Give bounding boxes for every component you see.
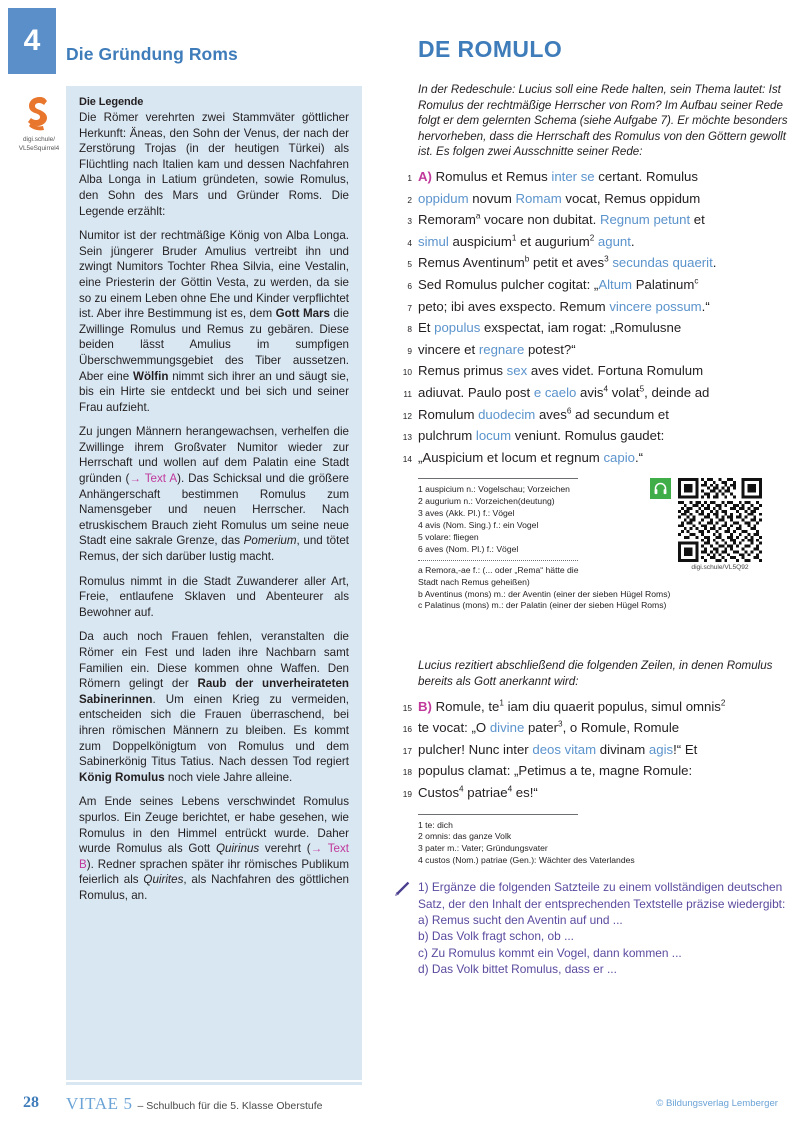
highlighted-latin: secundas quaerit [612, 255, 713, 271]
highlighted-latin: simul [418, 233, 449, 249]
latin-line-text: pulchrum locum veniunt. Romulus gaudet: [418, 428, 665, 444]
footnote-marker: 5 [639, 384, 645, 394]
latin-line [392, 718, 790, 740]
line-number: 18 [402, 767, 412, 778]
footnote-line: 3 aves (Akk. Pl.) f.: Vögel [418, 508, 515, 519]
highlighted-latin: agunt [597, 233, 631, 249]
cross-reference-link[interactable]: → Text A [129, 472, 178, 486]
footnote-marker: 2 [720, 698, 726, 708]
exercise-block [392, 879, 790, 977]
footnote-line: 3 pater m.: Vater; Gründungsvater [418, 843, 548, 854]
cross-reference-link[interactable]: → Text B [79, 842, 350, 871]
latin-line-text: populus clamat: „Petimus a te, magne Romule: [418, 763, 693, 779]
highlighted-latin: divine [489, 720, 525, 736]
latin-line-text: Et populus exspectat, iam rogat: „Romulusne [418, 320, 682, 336]
line-number: 19 [402, 788, 412, 799]
footnote-line: 1 te: dich [418, 819, 453, 830]
italic-term: Quirites [143, 873, 184, 887]
footnote-rule [418, 478, 578, 479]
latin-line [392, 232, 790, 254]
media-links[interactable] [672, 478, 768, 571]
right-column [392, 82, 790, 978]
line-number: 4 [407, 237, 412, 248]
footnote-rule-b [418, 814, 578, 815]
legend-panel [66, 86, 362, 1080]
highlighted-latin: populus [434, 320, 481, 336]
latin-line [392, 253, 790, 275]
latin-line-text: A) Romulus et Remus inter se certant. Romulus [418, 168, 698, 184]
latin-line [392, 740, 790, 762]
chapter-title: Die Gründung Roms [66, 44, 238, 64]
latin-line-text: pulcher! Nunc inter deos vitam divinam agis!“ Et [418, 741, 698, 757]
digi-schule-logo[interactable] [8, 95, 70, 153]
footnote-line: Stadt nach Remus geheißen) [418, 576, 530, 587]
footnote-line: 2 augurium n.: Vorzeichen(deutung) [418, 496, 555, 507]
footnote-marker: 4 [459, 784, 464, 794]
line-number: 12 [402, 410, 412, 421]
latin-line-text: Custos$^4$ patriae$^4$ es!“ [418, 784, 538, 800]
latin-line [392, 318, 790, 340]
latin-title: DE ROMULO [418, 36, 563, 62]
latin-line-text: simul auspicium$^1$ et augurium$^2$ agunt. [418, 233, 635, 249]
legend-heading: Die Legende [79, 96, 144, 108]
section-label: A) [418, 168, 432, 184]
exercise-intro: 1) Ergänze die folgenden Satzteile zu einem vollständigen deutschen Satz, der den Inhalt der entsprechenden Textstelle präzise wiedergibt: [418, 880, 786, 911]
latin-line-text: Sed Romulus pulcher cogitat: „Altum Palatinum$^c$ [418, 276, 699, 292]
highlighted-latin: inter se [551, 168, 595, 184]
latin-line [392, 167, 790, 189]
line-number: 6 [407, 280, 412, 291]
latin-line-text: Romulum duodecim aves$^6$ ad secundum et [418, 406, 669, 422]
line-number: 5 [407, 259, 412, 270]
legend-paragraph: Am Ende seines Lebens verschwindet Romulus spurlos. Ein Zeuge berichtet, er habe gesehen, wie Romulus in den Himmel entrückt wurde. Daher wurde Romulus als Gott Quirinus verehrt (→ Text B). Redner sprachen später ihr römisches Publikum feierlich als Quirites, als Nachfahren des göttlichen Romulus, an. [79, 795, 350, 902]
section-label: B) [418, 698, 432, 714]
highlighted-latin: regnare [478, 341, 525, 357]
footnotes-b [392, 820, 790, 868]
legend-paragraph: Zu jungen Männern herangewachsen, verhelfen die Zwillinge ihrem Großvater Numitor wieder zur Herrschaft und wollen auf dem Palatin eine Stadt gründen (→ Text A). Das Schicksal und die größere Anhängerschaft bestimmen Romulus zum Namensgeber und neuen Herrscher. Nach etruskischem Brauch zieht Romulus um seine neue Stadt eine sakrale Grenze, das Pomerium, und tötet Remus, der sich darüber lustig macht. [79, 425, 350, 564]
highlighted-latin: sex [506, 363, 528, 379]
footnote-line: b Aventinus (mons) m.: der Aventin (einer der sieben Hügel Roms) [418, 588, 671, 599]
line-number: 8 [407, 324, 412, 335]
latin-line [392, 383, 790, 405]
latin-line [392, 297, 790, 319]
legend-paragraph: Numitor ist der rechtmäßige König von Alba Longa. Sein jüngerer Bruder Amulius vertreibt ihn und zwingt Numitors Tochter Rhea Silvia, eine Vestalin, eine Priesterin der Göttin Vesta, zu werden, da sie so zu einem Leben ohne Ehe und Kinder verpflichtet ist. Aber ihre Bestimmung ist es, dem Gott Mars die Zwillinge Romulus und Remus zu gebären. Diese beiden lässt Amulius im sumpfigen Überschwemmungsgebiet des Tiber aussetzen. Aber eine Wölfin nimmt sich ihrer an und säugt sie, bis ein Hirte sie entdeckt und bei sich und seiner Frau aufzieht. [79, 229, 349, 414]
line-number: 11 [403, 388, 412, 399]
footnote-marker: 6 [566, 406, 572, 416]
exercise-item: c) Zu Romulus kommt ein Vogel, dann kommen ... [418, 945, 682, 960]
footnote-line: 4 custos (Nom.) patriae (Gen.): Wächter des Vaterlandes [418, 855, 635, 866]
footnote-marker: 3 [558, 719, 563, 729]
highlighted-latin: agis [648, 741, 674, 757]
italic-term: Pomerium [243, 534, 297, 548]
latin-line-text: oppidum novum Romam vocat, Remus oppidum [418, 190, 701, 206]
bold-term: Wölfin [133, 369, 169, 383]
latin-line-text: peto; ibi aves exspecto. Remum vincere possum.“ [418, 298, 710, 314]
footnote-line: a Remora,-ae f.: (... oder „Rema“ hätte die [418, 564, 579, 575]
latin-line-text: adiuvat. Paulo post e caelo avis$^4$ volat$^5$, deinde ad [418, 384, 710, 400]
latin-line [392, 189, 790, 211]
squirrel-icon [22, 95, 56, 133]
highlighted-latin: locum [475, 428, 512, 444]
latin-line-text: Remus Aventinum$^b$ petit et aves$^3$ secundas quaerit. [418, 254, 717, 271]
footnotes-a-alpha [392, 565, 790, 613]
latin-line-text: B) Romule, $te^1$ iam diu quaerit populus, simul omnis$^2$ [418, 698, 726, 714]
footer-divider [66, 1082, 362, 1085]
highlighted-latin: deos vitam [532, 741, 597, 757]
footnote-marker: 2 [589, 233, 595, 243]
logo-caption-line1: digi.schule/ [23, 136, 55, 143]
highlighted-latin: duodecim [478, 406, 536, 422]
latin-line [392, 448, 790, 470]
footnote-marker: 4 [507, 784, 513, 794]
exercise-item: b) Das Volk fragt schon, ob ... [418, 929, 574, 944]
intro-text-b: Lucius rezitiert abschließend die folgenden Zeilen, in denen Romulus bereits als Gott anerkannt wird: [418, 659, 773, 688]
footnote-marker: 1 [511, 233, 517, 243]
latin-line [392, 426, 790, 448]
latin-line-text: vincere et regnare potest?“ [418, 341, 576, 357]
book-title-text: VITAE 5 [66, 1094, 133, 1113]
latin-line-text: Remoram$^a$ vocare non dubitat. Regnum petunt et [418, 211, 705, 228]
legend-paragraph: Da auch noch Frauen fehlen, veranstalten die Römer ein Fest und laden ihre Nachbarn samt Familien ein. Diese kommen ohne Waffen. Den Römern gelingt der Raub der unverheirateten Sabinerinnen. Um einen Krieg zu vermeiden, entscheiden sich die Frauen überraschend, bei ihren römischen Männern zu bleiben. Es kommt zum Doppelkönigtum von Romulus und dem Sabinerkönig Titus Tatius. Nach dessen Tod regiert König Romulus noch viele Jahre alleine. [79, 630, 349, 784]
latin-text-a [392, 167, 790, 469]
exercise-items [418, 912, 790, 978]
line-number: 17 [402, 745, 412, 756]
footnote-line: 2 omnis: das ganze Volk [418, 831, 512, 842]
latin-line [392, 783, 790, 805]
footnote-dotted-rule [418, 560, 578, 561]
line-number: 9 [407, 345, 412, 356]
footnote-marker: 3 [604, 254, 609, 264]
logo-caption [8, 136, 70, 153]
line-number: 16 [402, 724, 412, 735]
intro-text-a: In der Redeschule: Lucius soll eine Rede halten, sein Thema lautet: Ist Romulus der rechtmäßige Herrscher von Rom? Im Aufbau seiner Rede folgt er dem gelernten Schema (siehe Aufgabe 7). Er möchte besonders hervorheben, dass die Herrschaft des Romulus von den Göttern gewollt ist. Es folgen zwei Ausschnitte seiner Rede: [418, 83, 788, 159]
book-title [66, 1094, 322, 1114]
footnote-marker: 4 [603, 384, 609, 394]
legend-paragraph: Die Römer verehrten zwei Stammväter göttlicher Herkunft: Äneas, den Sohn der Venus, der nach der Zerstörung Trojas (in der heutigen Türkei) als Flüchtling nach Italien kam und dessen Nachfahren Alba Longa in Latium gründeten, sowie Romulus, den Sohn des Mars und Gründer Roms. Die Legende erzählt: [79, 111, 349, 218]
latin-line [392, 761, 790, 783]
pencil-icon [394, 880, 411, 897]
chapter-number-badge: 4 [8, 8, 56, 74]
highlighted-latin: vincere possum [609, 298, 702, 314]
footnote-marker: a [475, 211, 481, 221]
line-number: 14 [402, 453, 412, 464]
latin-line [392, 340, 790, 362]
copyright-notice: © Bildungsverlag Lemberger [656, 1098, 778, 1109]
line-number: 3 [407, 216, 412, 227]
italic-term: Quirinus [216, 842, 260, 856]
headphones-icon[interactable] [650, 478, 671, 499]
highlighted-latin: oppidum [418, 190, 469, 206]
bold-term: König Romulus [79, 770, 165, 784]
latin-line [392, 405, 790, 427]
footnote-marker: c [694, 276, 699, 286]
footnote-line: 5 volare: fliegen [418, 531, 479, 542]
highlighted-latin: capio [603, 449, 635, 465]
line-number: 7 [407, 302, 412, 313]
bold-term: Raub der unverheirateten Sabinerinnen [79, 677, 349, 706]
latin-line-text: „Auspicium et locum et regnum capio.“ [418, 449, 644, 465]
latin-line-text: te vocat: „O divine pater$^3$, o Romule, Romule [418, 719, 680, 736]
book-subtitle: – Schulbuch für die 5. Klasse Oberstufe [137, 1100, 323, 1112]
line-number: 15 [402, 702, 412, 713]
footnote-line: 1 auspicium n.: Vogelschau; Vorzeichen [418, 484, 570, 495]
legend-paragraph: Romulus nimmt in die Stadt Zuwanderer aller Art, Freie, entlaufene Sklaven und Abenteurer als Bewohner auf. [79, 574, 349, 619]
logo-caption-line2: VL5eSquirrel4 [18, 144, 60, 152]
exercise-item: d) Das Volk bittet Romulus, dass er ... [418, 962, 617, 977]
latin-line [392, 275, 790, 297]
line-number: 13 [402, 432, 412, 443]
latin-line-text: Remus primus sex aves videt. Fortuna Romulum [418, 363, 704, 379]
highlighted-latin: e caelo [533, 384, 577, 400]
line-number: 2 [407, 194, 412, 205]
highlighted-latin: Romam [515, 190, 562, 206]
footnote-line: c Palatinus (mons) m.: der Palatin (einer der sieben Hügel Roms) [418, 600, 667, 611]
latin-line [392, 361, 790, 383]
footnote-marker: b [524, 254, 530, 264]
footnote-marker: 1 [499, 698, 504, 708]
qr-code[interactable] [678, 478, 762, 562]
highlighted-latin: Regnum petunt [599, 212, 691, 228]
line-number: 10 [402, 367, 412, 378]
exercise-item: a) Remus sucht den Aventin auf und ... [418, 912, 623, 927]
footnote-line: 4 avis (Nom. Sing.) f.: ein Vogel [418, 520, 539, 530]
bold-term: Gott Mars [275, 307, 331, 321]
footnotes-a-block [392, 478, 790, 612]
line-number: 1 [407, 172, 412, 183]
highlighted-latin: Altum [598, 276, 633, 292]
page-number: 28 [23, 1094, 39, 1111]
footnote-line: 6 aves (Nom. Pl.) f.: Vögel [418, 543, 519, 554]
latin-text-b [392, 697, 790, 805]
legend-paragraphs [79, 110, 349, 904]
latin-line [392, 210, 790, 232]
latin-line [392, 697, 790, 719]
qr-caption: digi.schule/VL5Q92 [691, 564, 749, 572]
